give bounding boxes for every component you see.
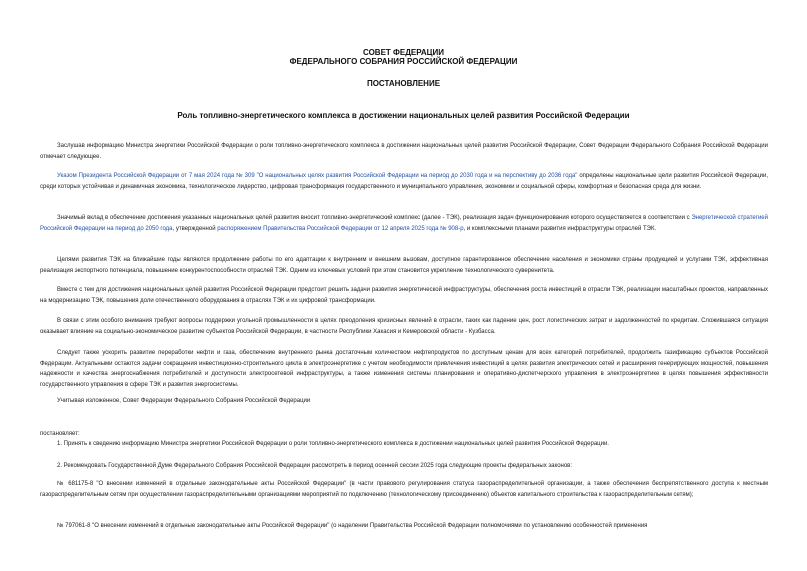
paragraph-contribution [40,213,768,234]
paragraph-decree [40,171,768,192]
paragraph-contribution-text-b: , утвержденной [172,225,218,232]
issuer-line-1: СОВЕТ ФЕДЕРАЦИИ [363,48,444,57]
issuer-line-2: ФЕДЕРАЛЬНОГО СОБРАНИЯ РОССИЙСКОЙ ФЕДЕРАЦИИ [289,57,518,66]
paragraph-resolves: постановляет: [40,431,80,437]
resolution-item-1: 1. Принять к сведению информацию Министра энергетики Российской Федерации о роли топливно-энергетического комплекса в достижении национальных целей развития Российской Федерации. [57,441,609,447]
paragraph-considering: Учитывая изложенное, Совет Федерации Федерального Собрания Российской Федерации [57,398,311,404]
paragraph-oil-gas: Следует также ускорить развитие переработки нефти и газа, обеспечение внутреннего рынка достаточным количеством нефтепродуктов по доступным ценам для всех категорий потребителей, продолжить газификацию субъектов Российской Федерации. Актуальными остаются задачи сокращения инвестиционно-строительного цикла в электроэнергетике с учетом необходимости привлечения инвестиций в целях развития электрических сетей и расширения генерирующих мощностей, повышения надежности и качества энергоснабжения потребителей и доступности электросетевой инфраструктуры, а также изменения системы планирования и оперативно-диспетчерского управления в электроэнергетике в целях повышения эффективности государственного управления в сфере ТЭК и развития энергосистемы. [40,350,768,388]
government-order-link[interactable]: распоряжением Правительства Российской Федерации от 12 апреля 2025 года № 908-р [217,225,464,232]
paragraph-intro: Заслушав информацию Министра энергетики Российской Федерации о роли топливно-энергетического комплекса в достижении национальных целей развития Российской Федерации, Совет Федерации Федерального Собрания Российской Федерации отмечает следующее. [40,143,768,160]
resolution-item-2: 2. Рекомендовать Государственной Думе Федерального Собрания Российской Федерации рассмотреть в период осенней сессии 2025 года следующие проекты федеральных законов: [57,463,573,469]
paragraph-contribution-text-c: , и комплексными планами развития инфраструктуры отраслей ТЭК. [463,225,657,232]
bill-681175-8: № 681175-8 "О внесении изменений в отдельные законодательные акты Российской Федерации" (в части правового регулирования статуса газораспределительной организации, а также обеспечения беспрепятственного доступа к местным газораспределительным сетям при осуществлении газораспределительными организациями мероприятий по подключению (технологическому присоединению) объектов капитального строительства к газораспределительным сетям); [40,481,768,498]
paragraph-coal: В связи с этим особого внимания требуют вопросы поддержки угольной промышленности в целях преодоления кризисных явлений в отрасли, таких как падение цен, рост логистических затрат и задолженностей по кредитам. Сложившаяся ситуация оказывает влияние на социально-экономическое развитие субъектов Российской Федерации, в частности Республики Хакасия и Кемеровской области - Кузбасса. [40,318,768,335]
energy-strategy-link[interactable]: Энергетической стратегией Российской Федерации на период до 2050 года [40,215,768,232]
bill-797061-8: № 797061-8 "О внесении изменений в отдельные законодательные акты Российской Федерации" (о наделении Правительства Российской Федерации полномочиями по установлению особенностей применения [57,523,648,529]
paragraph-contribution-text-a: Значимый вклад в обеспечение достижения указанных национальных целей развития вносит топливно-энергетический комплекс (далее - ТЭК), реализация задач функционирования которого осуществляется в соответствии с [57,215,692,221]
paragraph-decree-text: определены национальные цели развития Российской Федерации, среди которых устойчивая и динамичная экономика, технологическое лидерство, цифровая трансформация государственного и муниципального управления, экономики и социальной сферы, комфортная и безопасная среда для жизни. [40,173,768,190]
paragraph-goals: Целями развития ТЭК на ближайшие годы являются продолжение работы по его адаптации к внутренним и внешним вызовам, доступное гарантированное обеспечение населения и экономики страны продукцией и услугами ТЭК, эффективная реализация экспортного потенциала, повышение конкурентоспособности отраслей ТЭК. Одним из ключевых условий при этом становится укрепление технологического суверенитета. [40,257,768,274]
decree-link[interactable]: Указом Президента Российской Федерации от 7 мая 2024 года № 309 "О национальных целях развития Российской Федерации на период до 2030 года и на перспективу до 2036 года" [57,173,578,179]
paragraph-tasks: Вместе с тем для достижения национальных целей развития Российской Федерации предстоит решить задачи развития энергетической инфраструктуры, обеспечения роста инвестиций в отрасли ТЭК, реализации масштабных проектов, направленных на модернизацию ТЭК, повышения доли отечественного оборудования в отраслях ТЭК и их цифровой трансформации. [40,287,768,304]
document-title: Роль топливно-энергетического комплекса в достижении национальных целей развития Российской Федерации [177,111,630,120]
document-type: ПОСТАНОВЛЕНИЕ [366,79,441,88]
